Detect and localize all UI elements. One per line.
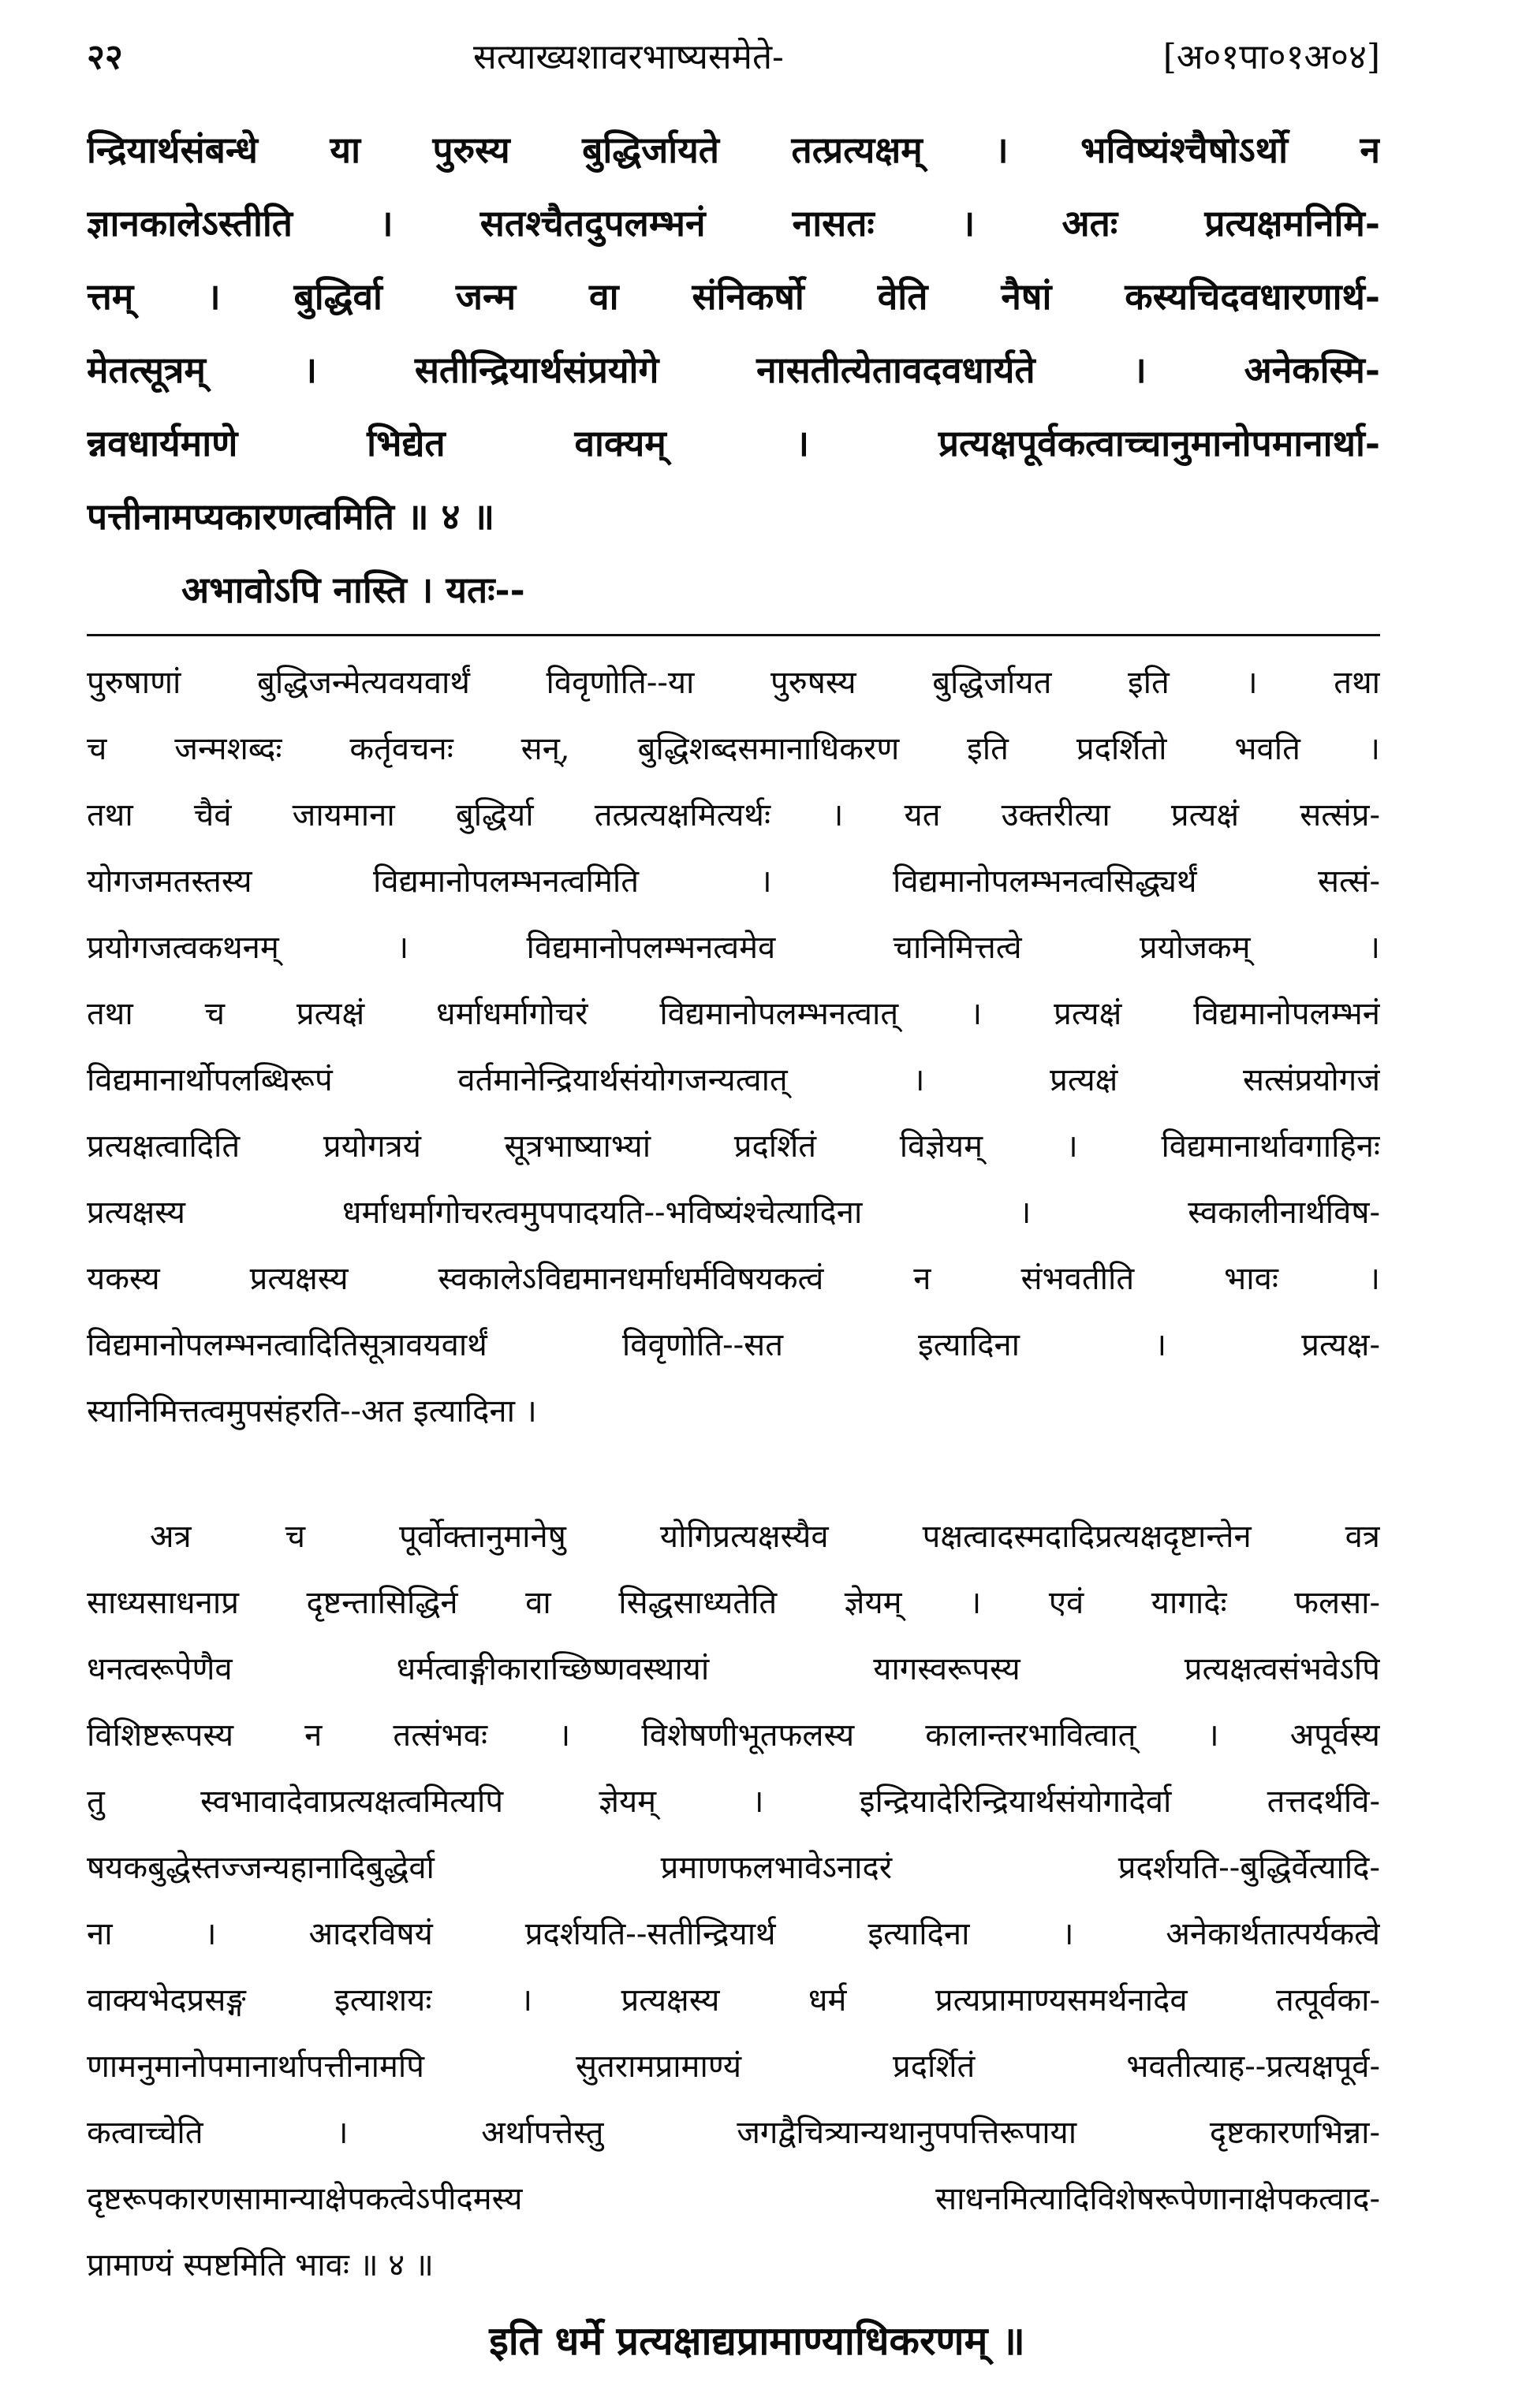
commentary-line: विद्यमानार्थोपलब्धिरूपं वर्तमानेन्द्रियार्थसंयोगजन्यत्वात् । प्रत्यक्षं सत्संप्रयोगजं <box>87 1062 1380 1098</box>
commentary-line: कत्वाच्चेति । अर्थापत्तेस्तु जगद्वैचित्र्यान्यथानुपपत्तिरूपाया दृष्टकारणभिन्ना- <box>87 2115 1380 2151</box>
commentary-line: विशिष्टरूपस्य न तत्संभवः । विशेषणीभूतफलस्य कालान्तरभावित्वात् । अपूर्वस्य <box>87 1717 1380 1754</box>
commentary-line: साध्यसाधनाप्र दृष्टन्तासिद्धिर्न वा सिद्धसाध्यतेति ज्ञेयम् । एवं यागादेः फलसा- <box>87 1585 1380 1621</box>
section-colophon: इति धर्मे प्रत्यक्षाद्यप्रामाण्याधिकरणम् ॥ <box>489 2317 1025 2364</box>
commentary-line: प्रत्यक्षस्य धर्माधर्मागोचरत्वमुपपादयति--भविष्यंश्चेत्यादिना । स्वकालीनार्थविष- <box>87 1195 1380 1231</box>
commentary-line: यकस्य प्रत्यक्षस्य स्वकालेऽविद्यमानधर्माधर्मविषयकत्वं न संभवतीति भावः । <box>87 1261 1380 1297</box>
page-number: २२ <box>87 37 123 77</box>
main-text-block <box>87 114 1380 627</box>
commentary-block-2 <box>87 1504 1380 2298</box>
main-line: अभावोऽपि नास्ति । यतः-- <box>181 568 525 611</box>
commentary-line: प्रामाण्यं स्पष्टमिति भावः ॥ ४ ॥ <box>87 2247 434 2283</box>
commentary-line: पुरुषाणां बुद्धिजन्मेत्यवयवार्थं विवृणोति--या पुरुषस्य बुद्धिर्जायत इति । तथा <box>87 665 1380 701</box>
running-title: सत्याख्यशावरभाष्यसमेते- <box>473 37 784 77</box>
main-line: मेतत्सूत्रम् । सतीन्द्रियार्थसंप्रयोगे नासतीत्येतावदवधार्यते । अनेकस्मि- <box>87 349 1380 391</box>
main-line: ज्ञानकालेऽस्तीति । सतश्चैतदुपलम्भनं नासतः । अतः प्रत्यक्षमनिमि- <box>87 202 1380 244</box>
page-header <box>87 27 1380 90</box>
commentary-line: तु स्वभावादेवाप्रत्यक्षत्वमित्यपि ज्ञेयम् । इन्द्रियादेरिन्द्रियार्थसंयोगादेर्वा तत्तदर्थवि- <box>87 1784 1380 1820</box>
commentary-block-1 <box>87 650 1380 1444</box>
commentary-line: धनत्वरूपेणैव धर्मत्वाङ्गीकाराच्छिष्णवस्थायां यागस्वरूपस्य प्रत्यक्षत्वसंभवेऽपि <box>87 1651 1380 1687</box>
commentary-line: ना । आदरविषयं प्रदर्शयति--सतीन्द्रियार्थ इत्यादिना । अनेकार्थतात्पर्यकत्वे <box>87 1916 1380 1952</box>
commentary-line: वाक्यभेदप्रसङ्ग इत्याशयः । प्रत्यक्षस्य धर्म प्रत्यप्रामाण्यसमर्थनादेव तत्पूर्वका- <box>87 1982 1380 2018</box>
section-reference: [अ०१पा०१अ०४] <box>1162 37 1380 77</box>
main-line: पत्तीनामप्यकारणत्वमिति ॥ ४ ॥ <box>87 495 495 538</box>
commentary-line: योगजमतस्तस्य विद्यमानोपलम्भनत्वमिति । विद्यमानोपलम्भनत्वसिद्ध्यर्थं सत्सं- <box>87 863 1380 900</box>
commentary-line: अत्र च पूर्वोक्तानुमानेषु योगिप्रत्यक्षस्यैव पक्षत्वादस्मदादिप्रत्यक्षदृष्टान्तेन वत्र <box>150 1519 1380 1555</box>
main-line: त्तम् । बुद्धिर्वा जन्म वा संनिकर्षो वेति नैषां कस्यचिदवधारणार्थ- <box>87 275 1380 318</box>
commentary-line: विद्यमानोपलम्भनत्वादितिसूत्रावयवार्थं विवृणोति--सत इत्यादिना । प्रत्यक्ष- <box>87 1327 1380 1363</box>
document-page <box>87 27 1380 2376</box>
commentary-line: प्रत्यक्षत्वादिति प्रयोगत्रयं सूत्रभाष्याभ्यां प्रदर्शितं विज्ञेयम् । विद्यमानार्थावगाहिनः <box>87 1128 1380 1165</box>
commentary-line: षयकबुद्धेस्तज्जन्यहानादिबुद्धेर्वा प्रमाणफलभावेऽनादरं प्रदर्शयति--बुद्धिर्वेत्यादि- <box>87 1850 1380 1886</box>
main-line: न्द्रियार्थसंबन्धे या पुरुस्य बुद्धिर्जायते तत्प्रत्यक्षम् । भविष्यंश्चैषोऽर्थो न <box>87 129 1380 171</box>
commentary-line: तथा च प्रत्यक्षं धर्माधर्मागोचरं विद्यमानोपलम्भनत्वात् । प्रत्यक्षं विद्यमानोपलम्भनं <box>87 996 1380 1032</box>
separator-rule <box>87 634 1380 636</box>
commentary-line: च जन्मशब्दः कर्तृवचनः सन्, बुद्धिशब्दसमानाधिकरण इति प्रदर्शितो भवति । <box>87 731 1380 767</box>
commentary-line: दृष्टरूपकारणसामान्याक्षेपकत्वेऽपीदमस्य साधनमित्यादिविशेषरूपेणानाक्षेपकत्वाद- <box>87 2181 1380 2217</box>
commentary-line: णामनुमानोपमानार्थापत्तीनामपि सुतरामप्रामाण्यं प्रदर्शितं भवतीत्याह--प्रत्यक्षपूर्व- <box>87 2048 1380 2085</box>
commentary-line: प्रयोगजत्वकथनम् । विद्यमानोपलम्भनत्वमेव चानिमित्तत्वे प्रयोजकम् । <box>87 930 1380 966</box>
commentary-line: तथा चैवं जायमाना बुद्धिर्या तत्प्रत्यक्षमित्यर्थः । यत उक्तरीत्या प्रत्यक्षं सत्संप्र- <box>87 797 1380 833</box>
commentary-line: स्यानिमित्तत्वमुपसंहरति--अत इत्यादिना । <box>87 1393 537 1430</box>
main-line: न्नवधार्यमाणे भिद्येत वाक्यम् । प्रत्यक्षपूर्वकत्वाच्चानुमानोपमानार्था- <box>87 422 1380 464</box>
